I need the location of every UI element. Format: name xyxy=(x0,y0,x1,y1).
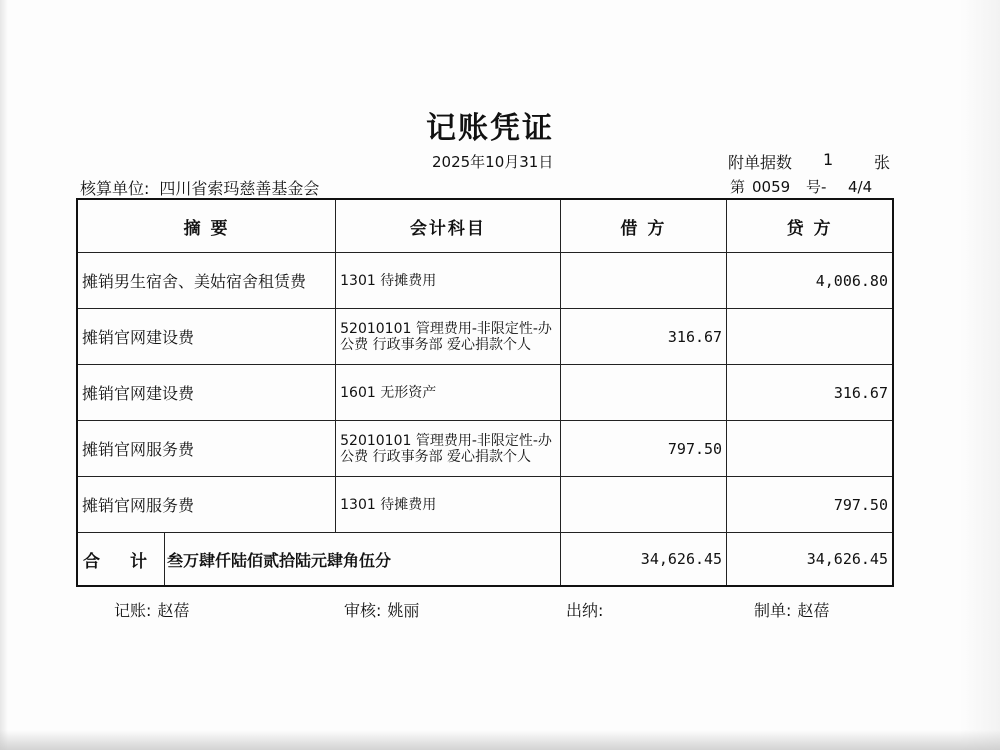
bookkeeper-name: 赵蓓 xyxy=(157,601,190,620)
total-row xyxy=(77,533,893,587)
bookkeeper-label: 记账: xyxy=(114,601,152,620)
row-debit: 316.67 xyxy=(560,309,726,365)
footer-bookkeeper xyxy=(114,598,189,621)
total-debit: 34,626.45 xyxy=(560,533,726,587)
attachment-count-value: 1 xyxy=(823,150,834,169)
accounting-unit xyxy=(80,176,319,199)
header-credit: 贷 方 xyxy=(727,199,893,253)
row-summary: 摊销官网建设费 xyxy=(77,365,336,421)
voucher-number-value: 0059 xyxy=(752,178,791,196)
attachment-count-unit: 张 xyxy=(874,153,891,172)
row-summary: 摊销官网服务费 xyxy=(77,477,336,533)
preparer-name: 赵蓓 xyxy=(797,601,830,620)
document-title: 记账凭证 xyxy=(426,111,554,146)
total-label-cell xyxy=(77,533,560,587)
row-subject: 52010101 管理费用-非限定性-办公费 行政事务部 爱心捐款个人 xyxy=(336,421,561,477)
footer-auditor xyxy=(344,598,419,621)
auditor-name: 姚丽 xyxy=(387,601,420,620)
footer-preparer xyxy=(754,598,829,621)
row-credit xyxy=(727,309,893,365)
row-summary: 摊销官网建设费 xyxy=(77,309,336,365)
voucher-table xyxy=(76,198,894,587)
footer-cashier xyxy=(566,598,609,621)
cashier-label: 出纳: xyxy=(566,601,604,620)
voucher-date: 2025年10月31日 xyxy=(432,153,554,171)
table-row xyxy=(77,309,893,365)
row-subject: 1601 无形资产 xyxy=(336,365,561,421)
row-summary: 摊销官网服务费 xyxy=(77,421,336,477)
total-amount-in-words: 叁万肆仟陆佰贰拾陆元肆角伍分 xyxy=(167,550,392,570)
header-subject: 会计科目 xyxy=(336,199,561,253)
row-debit: 797.50 xyxy=(560,421,726,477)
voucher-page: 4/4 xyxy=(848,178,873,196)
accounting-unit-name: 四川省索玛慈善基金会 xyxy=(159,179,320,198)
total-credit: 34,626.45 xyxy=(727,533,893,587)
table-row xyxy=(77,253,893,309)
row-debit xyxy=(560,253,726,309)
preparer-label: 制单: xyxy=(754,601,792,620)
header-debit: 借 方 xyxy=(560,199,726,253)
table-row xyxy=(77,477,893,533)
table-row xyxy=(77,421,893,477)
row-subject: 1301 待摊费用 xyxy=(336,253,561,309)
row-credit: 797.50 xyxy=(727,477,893,533)
row-subject: 52010101 管理费用-非限定性-办公费 行政事务部 爱心捐款个人 xyxy=(336,309,561,365)
auditor-label: 审核: xyxy=(344,601,382,620)
row-summary: 摊销男生宿舍、美姑宿舍租赁费 xyxy=(77,253,336,309)
row-credit: 4,006.80 xyxy=(727,253,893,309)
voucher-number-suffix: 号- xyxy=(806,178,827,196)
total-label: 合 计 xyxy=(78,533,165,585)
header-summary: 摘 要 xyxy=(77,199,336,253)
table-row xyxy=(77,365,893,421)
row-debit xyxy=(560,477,726,533)
attachment-count-label: 附单据数 xyxy=(728,153,793,172)
scan-edge-bottom xyxy=(0,730,1000,750)
row-credit: 316.67 xyxy=(727,365,893,421)
voucher-number xyxy=(730,176,872,197)
row-subject: 1301 待摊费用 xyxy=(336,477,561,533)
voucher-number-prefix: 第 xyxy=(730,178,746,196)
accounting-unit-label: 核算单位: xyxy=(80,179,150,198)
table-header-row xyxy=(77,199,893,253)
row-debit xyxy=(560,365,726,421)
row-credit xyxy=(727,421,893,477)
